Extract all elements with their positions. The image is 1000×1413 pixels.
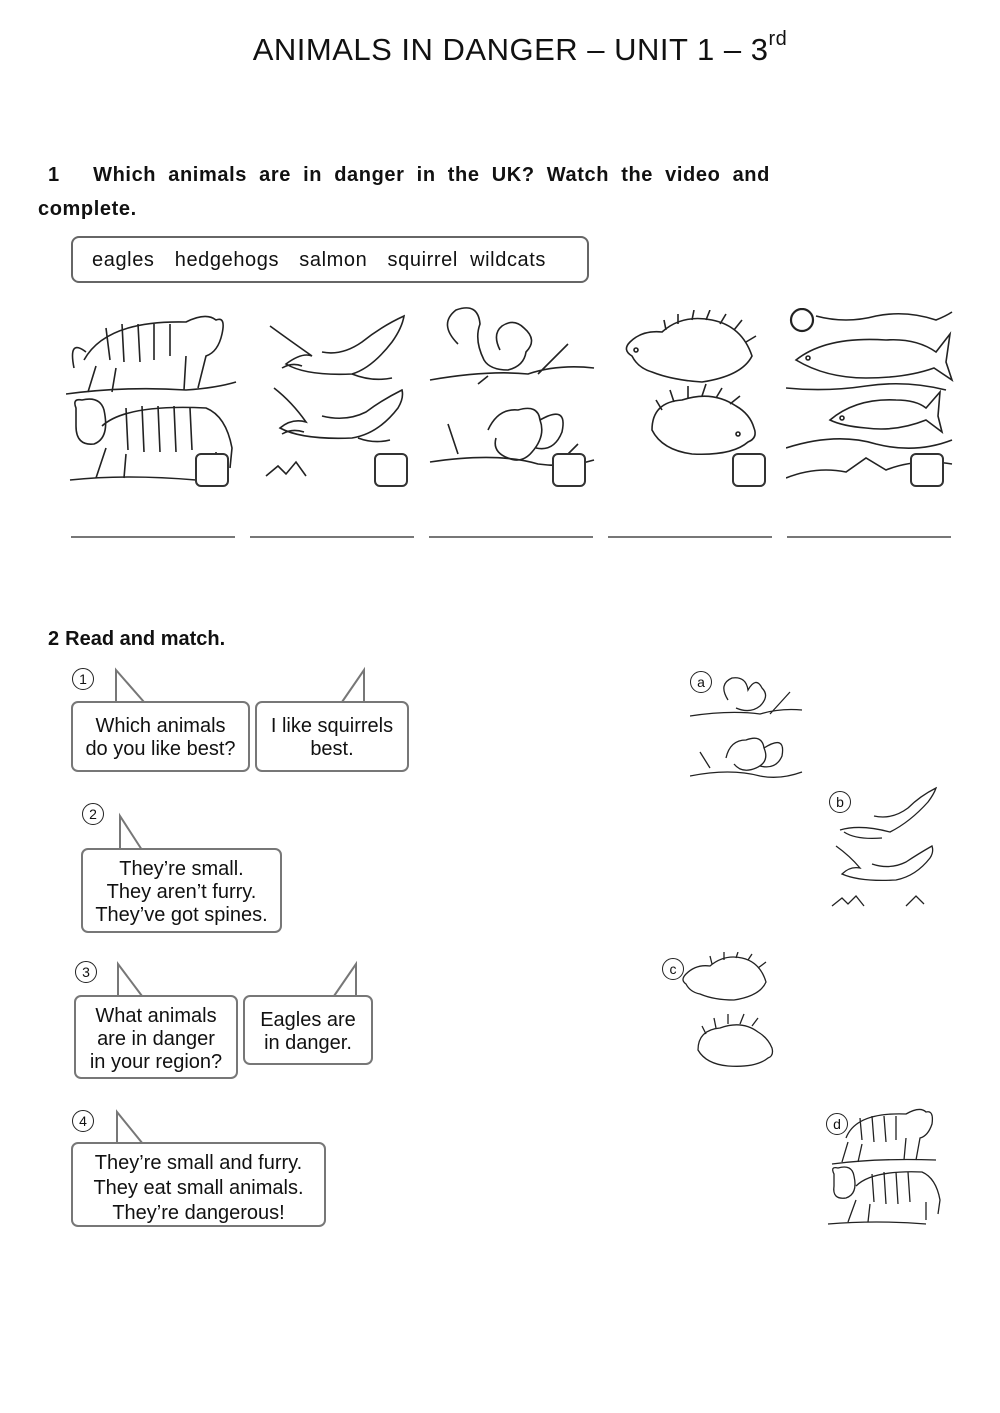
hedgehog-picture	[622, 310, 772, 470]
speech-bubble: I like squirrels best.	[255, 701, 409, 772]
word-bank	[71, 236, 589, 283]
item-number: 4	[72, 1110, 94, 1132]
speech-bubble: Eagles are in danger.	[243, 995, 373, 1065]
picture-letter: c	[662, 958, 684, 980]
question-2-number: 2	[48, 628, 60, 650]
squirrel-picture-small	[690, 668, 804, 792]
answer-box-5[interactable]	[910, 453, 944, 487]
speech-bubble: What animals are in danger in your region?	[74, 995, 238, 1079]
word-bank-item: hedgehogs	[174, 249, 280, 271]
speech-bubble: They’re small. They aren’t furry. They’ve got spines.	[81, 848, 282, 933]
answer-line-1[interactable]	[71, 536, 235, 538]
answer-line-3[interactable]	[429, 536, 593, 538]
question-2-text: Read and match.	[65, 628, 226, 650]
word-bank-item: eagles	[92, 249, 155, 271]
question-1-text: Which animals are in danger in the UK? Watch the video and	[93, 164, 770, 186]
speech-tail	[113, 1112, 153, 1146]
answer-box-4[interactable]	[732, 453, 766, 487]
answer-box-1[interactable]	[195, 453, 229, 487]
wildcat-picture-small	[826, 1104, 946, 1230]
item-number: 2	[82, 803, 104, 825]
speech-tail	[330, 962, 370, 998]
word-bank-item: salmon	[299, 249, 368, 271]
speech-bubble: They’re small and furry. They eat small animals. They’re dangerous!	[71, 1142, 326, 1227]
question-2-heading	[48, 628, 225, 651]
question-1-number: 1	[48, 164, 60, 186]
speech-tail	[114, 962, 154, 998]
question-1-heading	[48, 164, 812, 187]
speech-bubble: Which animals do you like best?	[71, 701, 250, 772]
speech-tail	[338, 670, 378, 704]
question-1-text-continued: complete.	[38, 198, 137, 220]
answer-box-2[interactable]	[374, 453, 408, 487]
item-number: 3	[75, 961, 97, 983]
picture-letter: b	[829, 791, 851, 813]
answer-box-3[interactable]	[552, 453, 586, 487]
picture-letter: d	[826, 1113, 848, 1135]
answer-line-2[interactable]	[250, 536, 414, 538]
hedgehog-picture-small	[680, 952, 780, 1082]
speech-tail	[112, 670, 152, 704]
eagle-picture-small	[830, 786, 942, 912]
answer-line-4[interactable]	[608, 536, 772, 538]
word-bank-item: squirrel	[387, 249, 458, 271]
answer-line-5[interactable]	[787, 536, 951, 538]
picture-letter: a	[690, 671, 712, 693]
word-bank-item: wildcats	[470, 249, 547, 271]
page-title: ANIMALS IN DANGER – UNIT 1 – 3rd	[252, 28, 788, 67]
item-number: 1	[72, 668, 94, 690]
speech-tail	[116, 814, 156, 850]
